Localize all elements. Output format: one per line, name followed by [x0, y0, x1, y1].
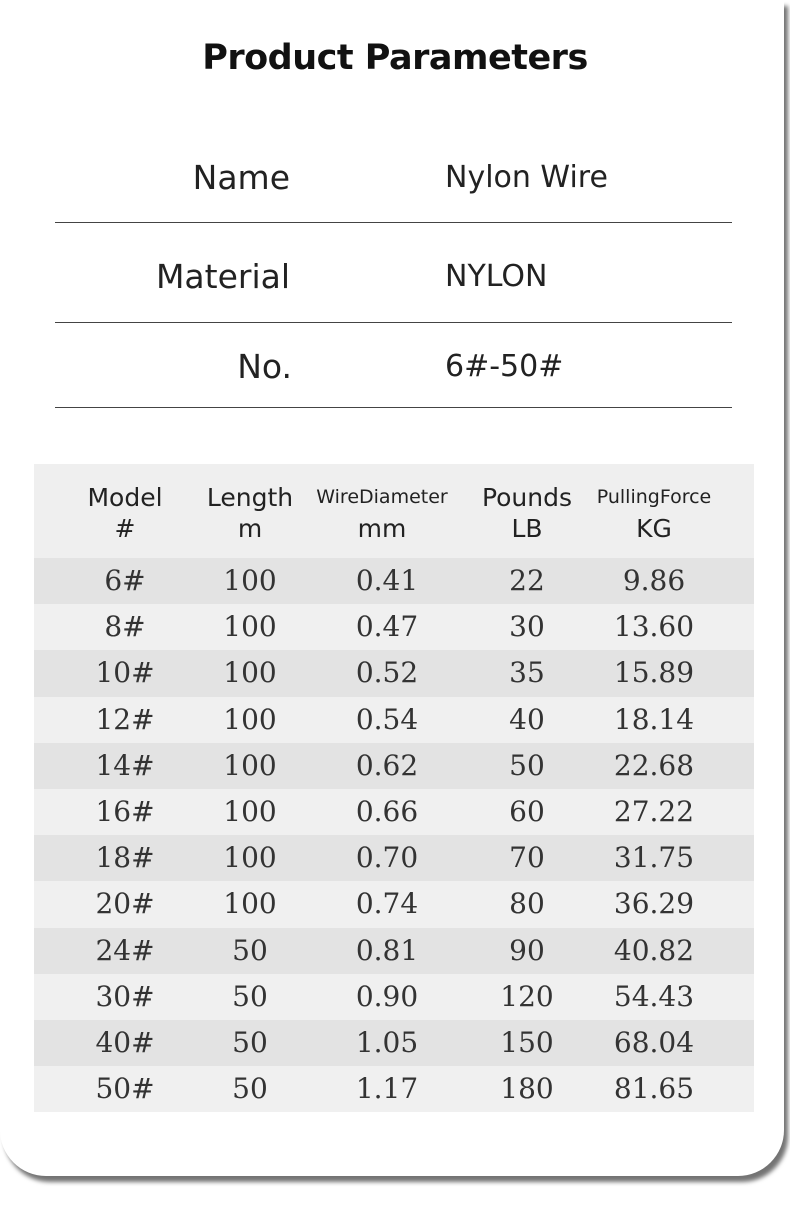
table-row [34, 697, 754, 743]
diameter-cell: 0.70 [355, 841, 419, 875]
model-cell: 50# [95, 1072, 155, 1106]
model-cell: 20# [95, 887, 155, 921]
pounds-cell: 35 [509, 656, 545, 690]
model-cell: 30# [95, 979, 155, 1013]
pulling-force-cell: 27.22 [613, 794, 695, 828]
pounds-cell: 40 [509, 702, 545, 736]
param-label: No. [237, 347, 292, 386]
table-row [34, 558, 754, 604]
diameter-cell: 0.47 [355, 610, 419, 644]
diameter-cell: 0.54 [355, 702, 419, 736]
length-cell: 50 [232, 979, 268, 1013]
pounds-cell: 22 [509, 564, 545, 597]
pulling-force-cell: 13.60 [613, 610, 695, 644]
spec-table [34, 464, 754, 1112]
pounds-cell: 50 [509, 748, 545, 782]
pounds-cell: 60 [509, 794, 545, 828]
diameter-cell: 0.81 [355, 933, 419, 967]
table-row [34, 604, 754, 650]
table-row [34, 881, 754, 927]
diameter-cell: 0.90 [355, 979, 419, 1013]
model-cell: 10# [95, 656, 155, 690]
diameter-cell: 1.17 [355, 1072, 419, 1106]
diameter-cell: 0.52 [355, 656, 419, 690]
param-row-no [55, 323, 732, 408]
table-row [34, 1020, 754, 1066]
diameter-cell: 0.62 [355, 748, 419, 782]
length-cell: 100 [223, 841, 277, 875]
pounds-cell: 70 [509, 841, 545, 875]
length-cell: 100 [223, 887, 277, 921]
length-cell: 100 [223, 748, 277, 782]
pounds-cell: 80 [509, 887, 545, 921]
param-value: Nylon Wire [445, 160, 608, 195]
pulling-force-cell: 18.14 [613, 702, 695, 736]
param-row-material [55, 223, 732, 323]
model-cell: 14# [95, 748, 155, 782]
header-pulling-force: PullingForce KG [596, 486, 712, 543]
pulling-force-cell: 22.68 [613, 748, 695, 782]
model-cell: 18# [95, 841, 155, 875]
table-row [34, 789, 754, 835]
pulling-force-cell: 31.75 [613, 841, 695, 875]
table-row [34, 1066, 754, 1112]
length-cell: 100 [223, 656, 277, 690]
pounds-cell: 120 [500, 979, 554, 1013]
length-cell: 50 [232, 1025, 268, 1059]
spec-table-header [34, 464, 754, 558]
pulling-force-cell: 36.29 [613, 887, 695, 921]
param-value: 6#-50# [445, 349, 564, 384]
model-cell: 16# [95, 794, 155, 828]
diameter-cell: 1.05 [355, 1025, 419, 1059]
length-cell: 100 [223, 610, 277, 644]
header-model: Model # [87, 483, 163, 543]
header-pounds: Pounds LB [481, 483, 573, 543]
pulling-force-cell: 15.89 [613, 656, 695, 690]
page-title: Product Parameters [202, 38, 588, 78]
pulling-force-cell: 81.65 [613, 1072, 695, 1106]
param-row-name [55, 138, 732, 223]
table-row [34, 835, 754, 881]
diameter-cell: 0.41 [355, 564, 419, 597]
model-cell: 24# [95, 933, 155, 967]
length-cell: 100 [223, 702, 277, 736]
pulling-force-cell: 40.82 [613, 933, 695, 967]
diameter-cell: 0.74 [355, 887, 419, 921]
length-cell: 100 [223, 564, 277, 597]
pounds-cell: 90 [509, 933, 545, 967]
model-cell: 8# [104, 610, 146, 644]
table-row [34, 974, 754, 1020]
length-cell: 50 [232, 933, 268, 967]
header-length: Length m [206, 483, 294, 543]
param-label: Material [155, 257, 290, 296]
model-cell: 12# [95, 702, 155, 736]
pounds-cell: 150 [500, 1025, 554, 1059]
pounds-cell: 30 [509, 610, 545, 644]
pulling-force-cell: 68.04 [613, 1025, 695, 1059]
model-cell: 6# [104, 564, 146, 597]
diameter-cell: 0.66 [355, 794, 419, 828]
pounds-cell: 180 [500, 1072, 554, 1106]
pulling-force-cell: 9.86 [622, 564, 686, 597]
table-row [34, 743, 754, 789]
length-cell: 50 [232, 1072, 268, 1106]
pulling-force-cell: 54.43 [613, 979, 695, 1013]
param-value: NYLON [445, 259, 548, 294]
table-row [34, 650, 754, 696]
model-cell: 40# [95, 1025, 155, 1059]
header-wire-diameter: WireDiameter mm [316, 486, 448, 543]
length-cell: 100 [223, 794, 277, 828]
parameters-list [55, 138, 732, 408]
spec-table-body [34, 558, 754, 1112]
table-row [34, 928, 754, 974]
param-label: Name [192, 158, 290, 197]
